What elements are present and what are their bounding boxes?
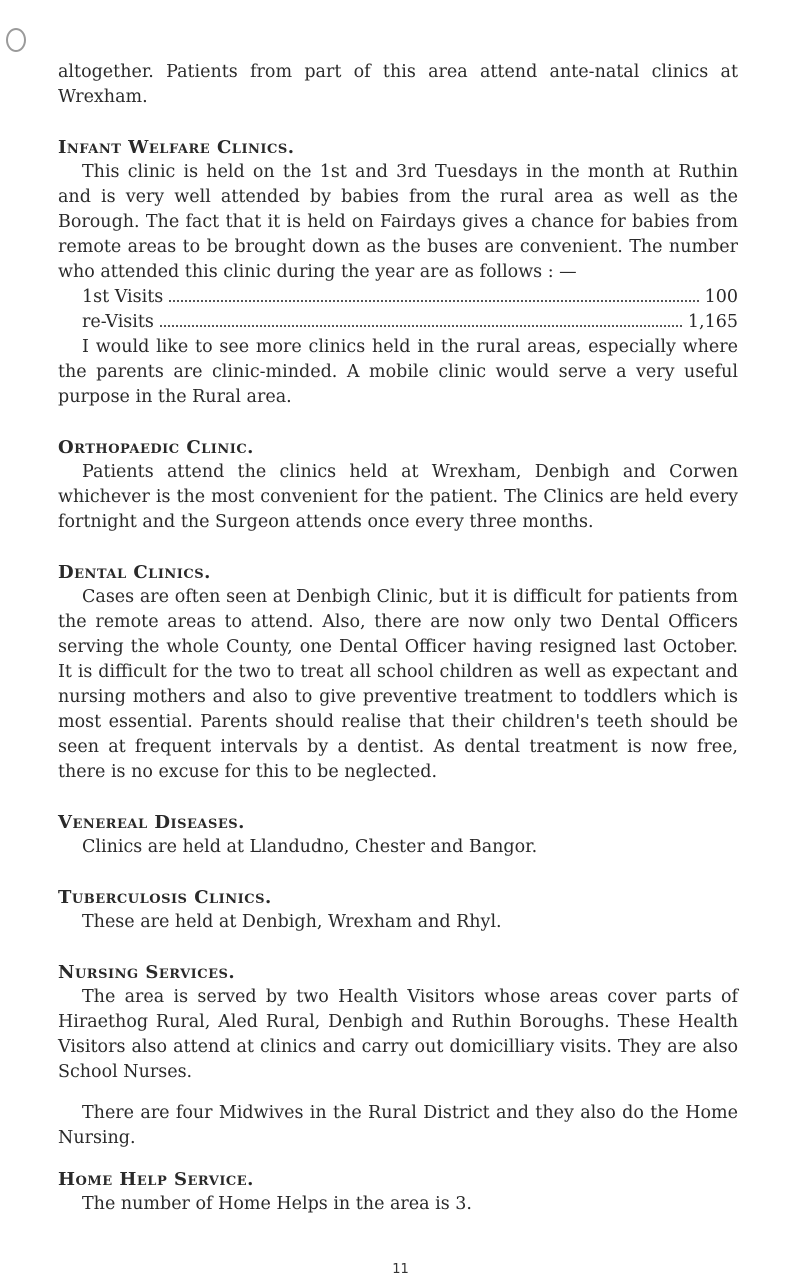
dental-paragraph: Cases are often seen at Denbigh Clinic, but it is difficult for patients from the remote areas to attend. Also, there are now only two Dental Officers serving the whole County, one Dental Officer having resigned last October. It is difficult for the two to treat all school children as well as expectant and nursing mothers and also to give preventive treatment to toddlers which is most essential. Parents should realise that their children's teeth should be seen at frequent intervals by a dentist. As dental treatment is now free, there is no excuse for this to be neglected.	[58, 587, 738, 782]
home-help-paragraph: The number of Home Helps in the area is 3.	[82, 1194, 472, 1214]
heading-dental: Dental Clinics.	[58, 562, 211, 583]
heading-home-help: Home Help Service.	[58, 1169, 254, 1190]
infant-welfare-paragraph: This clinic is held on the 1st and 3rd Tuesdays in the month at Ruthin and is very well attended by babies from the rural area as well as the Borough. The fact that it is held on Fairdays gives a chance for babies from remote areas to be brought down as the buses are convenient. The number who attended this clinic during the year are as follows : —	[58, 162, 738, 282]
section-venereal	[58, 810, 738, 860]
revisits-value: 1,165	[687, 312, 738, 332]
visits-value: 100	[704, 287, 738, 307]
revisits-label: re-Visits	[82, 312, 154, 332]
document-page	[58, 60, 738, 1217]
heading-infant-welfare: Infant Welfare Clinics.	[58, 137, 295, 158]
section-home-help	[58, 1167, 738, 1217]
nursing-paragraph: The area is served by two Health Visitors whose areas cover parts of Hiraethog Rural, Aled Rural, Denbigh and Ruthin Boroughs. These Health Visitors also attend at clinics and carry out domicilliary visits. They are also School Nurses.	[58, 987, 738, 1082]
heading-venereal: Venereal Diseases.	[58, 812, 245, 833]
visits-label: 1st Visits	[82, 287, 164, 307]
section-dental	[58, 560, 738, 785]
venereal-paragraph: Clinics are held at Llandudno, Chester and Bangor.	[82, 837, 538, 857]
orthopaedic-paragraph: Patients attend the clinics held at Wrexham, Denbigh and Corwen whichever is the most convenient for the patient. The Clinics are held every fortnight and the Surgeon attends once every three months.	[58, 462, 738, 532]
section-tuberculosis	[58, 885, 738, 935]
section-orthopaedic	[58, 435, 738, 535]
infant-welfare-paragraph-2: I would like to see more clinics held in the rural areas, especially where the parents are clinic-minded. A mobile clinic would serve a very useful purpose in the Rural area.	[58, 337, 738, 407]
visits-row	[82, 285, 738, 310]
intro-paragraph: altogether. Patients from part of this area attend ante-natal clinics at Wrexham.	[58, 62, 738, 107]
section-infant-welfare	[58, 135, 738, 410]
nursing-paragraph-2: There are four Midwives in the Rural District and they also do the Home Nursing.	[58, 1103, 738, 1148]
revisits-row	[82, 310, 738, 335]
heading-nursing: Nursing Services.	[58, 962, 236, 983]
punch-hole-mark	[6, 28, 26, 52]
heading-tuberculosis: Tuberculosis Clinics.	[58, 887, 272, 908]
tuberculosis-paragraph: These are held at Denbigh, Wrexham and Rhyl.	[82, 912, 502, 932]
section-nursing	[58, 960, 738, 1151]
dot-leader	[160, 325, 682, 327]
page-number: 11	[392, 1262, 409, 1277]
heading-orthopaedic: Orthopaedic Clinic.	[58, 437, 254, 458]
dot-leader	[169, 300, 698, 302]
